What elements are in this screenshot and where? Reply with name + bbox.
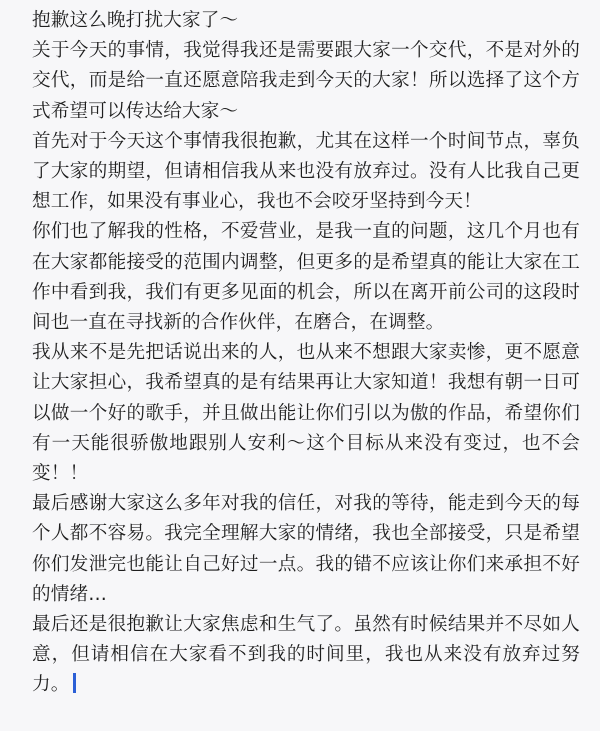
paragraph-7-text: 最后还是很抱歉让大家焦虑和生气了。虽然有时候结果并不尽如人意，但请相信在大家看不到我的时间里，我也从来没有放弃过努力。 bbox=[32, 614, 580, 696]
paragraph-2: 关于今天的事情，我觉得我还是需要跟大家一个交代，不是对外的交代，而是给一直还愿意陪我走到今天的大家！所以选择了这个方式希望可以传达给大家～ bbox=[32, 40, 580, 122]
text-cursor bbox=[73, 673, 76, 693]
paragraph-3: 首先对于今天这个事情我很抱歉，尤其在这样一个时间节点，辜负了大家的期望，但请相信我从来也没有放弃过。没有人比我自己更想工作，如果没有事业心，我也不会咬牙坚持到今天！ bbox=[32, 130, 580, 213]
paragraph-7 bbox=[32, 610, 580, 701]
paragraph-5: 我从来不是先把话说出来的人，也从来不想跟大家卖惨，更不愿意让大家担心，我希望真的是有结果再让大家知道！我想有朝一日可以做一个好的歌手，并且做出能让你们引以为傲的作品，希望你们有一天能很骄傲地跟别人安利～这个目标从来没有变过，也不会变！！ bbox=[32, 342, 580, 485]
text-body[interactable] bbox=[32, 6, 580, 701]
paragraph-1: 抱歉这么晚打扰大家了～ bbox=[32, 10, 239, 31]
paragraph-4: 你们也了解我的性格，不爱营业，是我一直的问题，这几个月也有在大家都能接受的范围内调整，但更多的是希望真的能让大家在工作中看到我，我们有更多见面的机会，所以在离开前公司的这段时间也一直在寻找新的合作伙伴，在磨合，在调整。 bbox=[32, 221, 580, 334]
paragraph-6: 最后感谢大家这么多年对我的信任，对我的等待，能走到今天的每个人都不容易。我完全理解大家的情绪，我也全部接受，只是希望你们发泄完也能让自己好过一点。我的错不应该让你们来承担不好的情绪… bbox=[32, 493, 580, 605]
